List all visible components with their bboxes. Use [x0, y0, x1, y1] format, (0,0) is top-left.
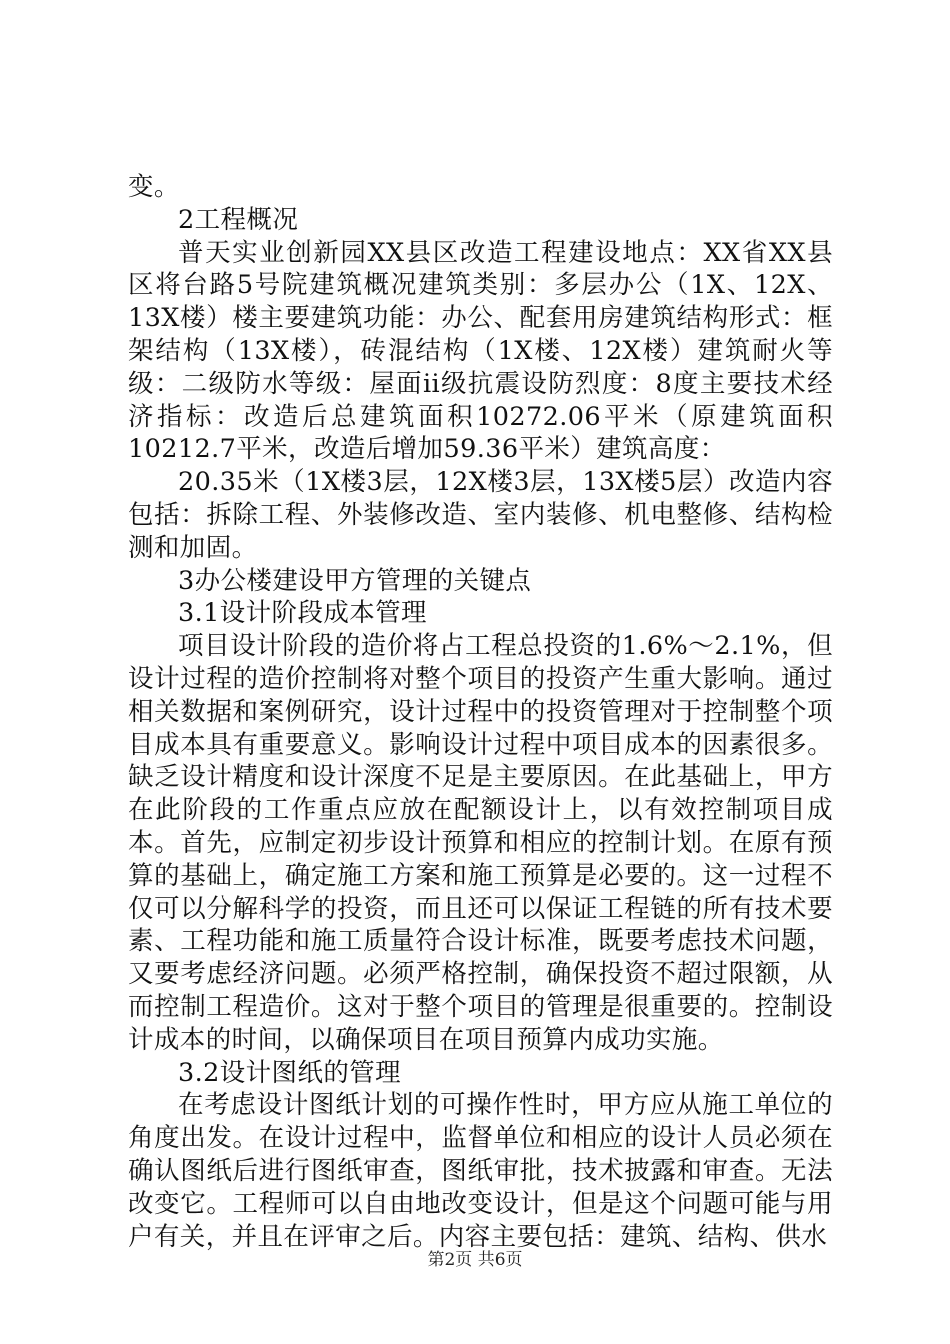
paragraph-continuation: 变。 [128, 172, 180, 202]
section-heading-key-points: 3办公楼建设甲方管理的关键点 [178, 565, 532, 596]
subsection-heading-drawing-management: 3.2设计图纸的管理 [178, 1057, 402, 1088]
paragraph-drawing-management: 在考虑设计图纸计划的可操作性时，甲方应从施工单位的角度出发。在设计过程中，监督单位和相应的设计人员必须在确认图纸后进行图纸审查，图纸审批，技术披露和审查。无法改变它。工程师可以自由地改变设计，但是这个问题可能与用户有关，并且在评审之后。内容主要包括：建筑、结构、供水 [128, 1090, 833, 1252]
page-footer: 第2页 共6页 [427, 1250, 523, 1270]
section-heading-project-overview: 2工程概况 [178, 204, 299, 235]
paragraph-building-height: 20.35米（1X楼3层，12X楼3层，13X楼5层）改造内容包括：拆除工程、外装修改造、室内装修、机电整修、结构检测和加固。 [128, 467, 833, 563]
subsection-heading-design-cost: 3.1设计阶段成本管理 [178, 598, 427, 629]
paragraph-design-cost: 项目设计阶段的造价将占工程总投资的1.6%～2.1%，但设计过程的造价控制将对整个项目的投资产生重大影响。通过相关数据和案例研究，设计过程中的投资管理对于控制整个项目成本具有重要意义。影响设计过程中项目成本的因素很多。缺乏设计精度和设计深度不足是主要原因。在此基础上，甲方在此阶段的工作重点应放在配额设计上，以有效控制项目成本。首先，应制定初步设计预算和相应的控制计划。在原有预算的基础上，确定施工方案和施工预算是必要的。这一过程不仅可以分解科学的投资，而且还可以保证工程链的所有技术要素、工程功能和施工质量符合设计标准，既要考虑技术问题，又要考虑经济问题。必须严格控制，确保投资不超过限额，从而控制工程造价。这对于整个项目的管理是很重要的。控制设计成本的时间，以确保项目在项目预算内成功实施。 [128, 631, 833, 1055]
paragraph-project-overview: 普天实业创新园XX县区改造工程建设地点：XX省XX县区将台路5号院建筑概况建筑类别：多层办公（1X、12X、13X楼）楼主要建筑功能：办公、配套用房建筑结构形式：框架结构（13X楼），砖混结构（1X楼、12X楼）建筑耐火等级：二级防水等级：屋面ii级抗震设防烈度：8度主要技术经济指标：改造后总建筑面积10272.06平米（原建筑面积10212.7平米，改造后增加59.36平米）建筑高度： [128, 237, 833, 465]
document-body [128, 171, 833, 1253]
